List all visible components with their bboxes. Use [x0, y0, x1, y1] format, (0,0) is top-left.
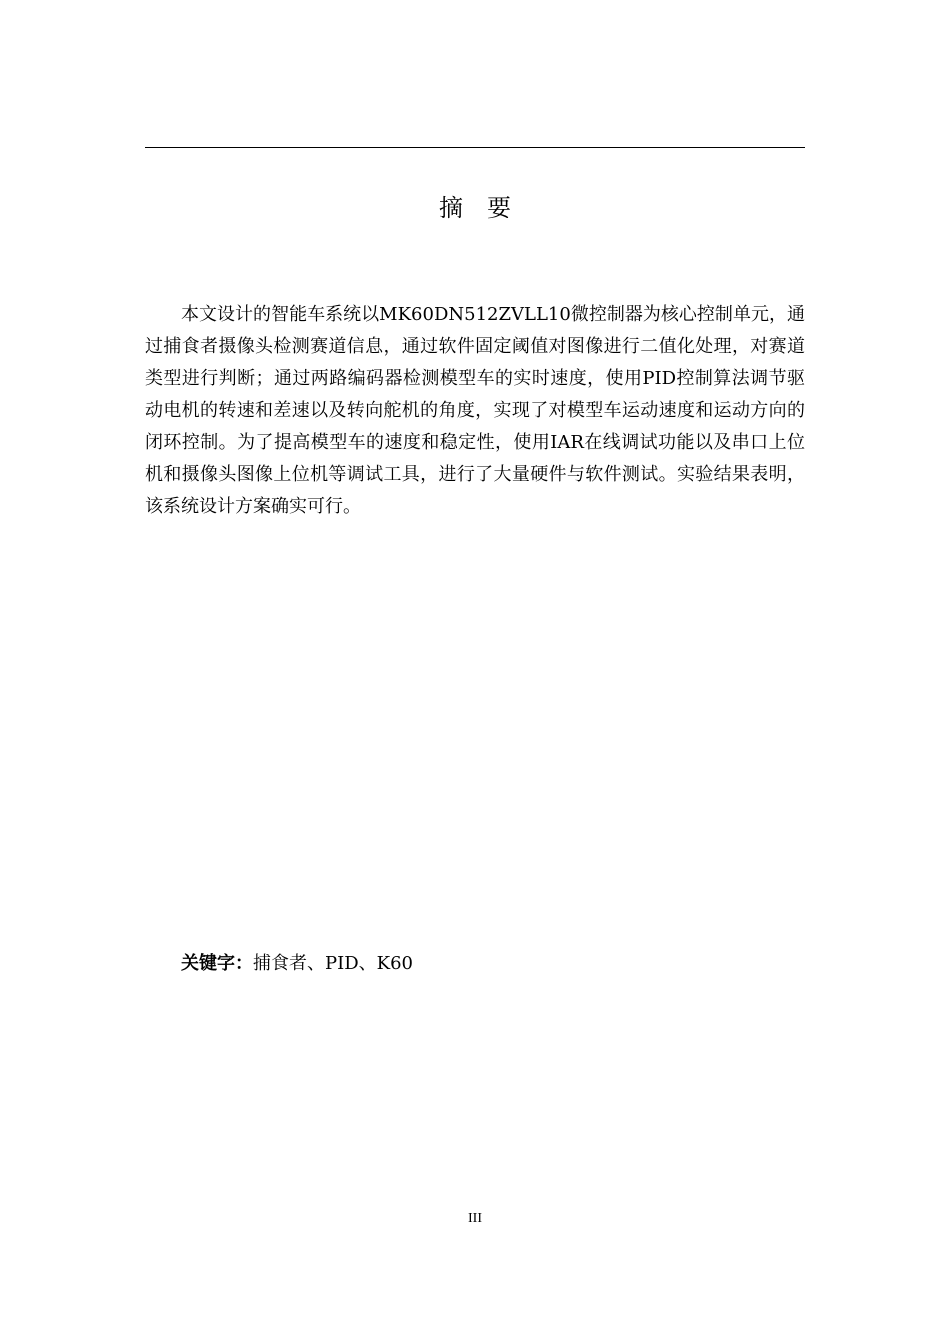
header-rule — [145, 147, 805, 148]
keywords-line — [181, 950, 781, 978]
keywords-label: 关键字： — [181, 953, 253, 974]
keywords-value: 捕食者、PID、K60 — [253, 953, 414, 974]
page-number: III — [468, 1211, 482, 1226]
abstract-paragraph: 本文设计的智能车系统以MK60DN512ZVLL10微控制器为核心控制单元，通过捕食者摄像头检测赛道信息，通过软件固定阈值对图像进行二值化处理，对赛道类型进行判断；通过两路编码器检测模型车的实时速度，使用PID控制算法调节驱动电机的转速和差速以及转向舵机的角度，实现了对模型车运动速度和运动方向的闭环控制。为了提高模型车的速度和稳定性，使用IAR在线调试功能以及串口上位机和摄像头图像上位机等调试工具，进行了大量硬件与软件测试。实验结果表明，该系统设计方案确实可行。 — [145, 304, 805, 517]
page-title: 摘要 — [439, 194, 535, 222]
